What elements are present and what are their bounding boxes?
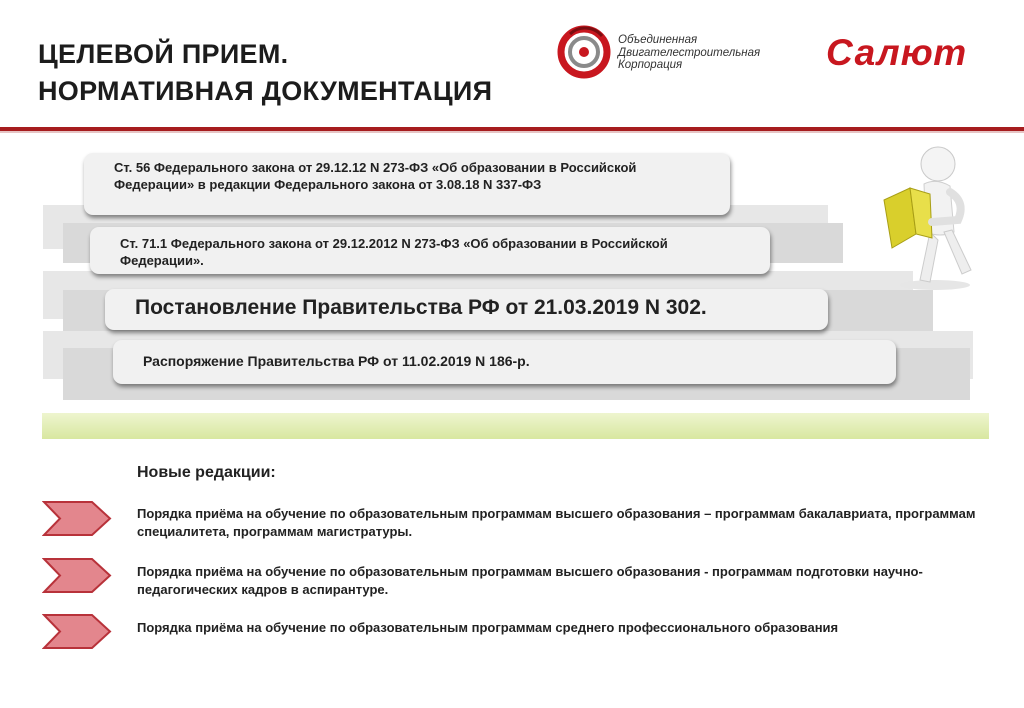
- chevron-arrow-icon: [42, 500, 112, 537]
- person-reading-book-icon: [880, 142, 980, 292]
- chevron-arrow-icon: [42, 613, 112, 650]
- document-card: [90, 227, 770, 274]
- new-editions-heading: Новые редакции:: [137, 464, 276, 481]
- separator-bar: [42, 413, 989, 439]
- title-line-2: НОРМАТИВНАЯ ДОКУМЕНТАЦИЯ: [38, 76, 493, 106]
- document-text: Ст. 71.1 Федерального закона от 29.12.2012 N 273-ФЗ «Об образовании в Российской Федерации».: [120, 236, 668, 268]
- corporation-name: [618, 34, 760, 72]
- title-line-1: ЦЕЛЕВОЙ ПРИЕМ.: [38, 39, 289, 69]
- document-card: [105, 289, 828, 330]
- document-text: Ст. 56 Федерального закона от 29.12.12 N 273-ФЗ «Об образовании в Российской Федерации» в редакции Федерального закона от 3.08.18 N 337-ФЗ: [114, 160, 637, 192]
- new-edition-item: Порядка приёма на обучение по образовательным программам высшего образования – программам бакалавриата, программам специалитета, программам магистратуры.: [137, 506, 976, 539]
- document-card: [84, 153, 730, 215]
- document-text: Распоряжение Правительства РФ от 11.02.2019 N 186-р.: [143, 353, 530, 369]
- company-logo: [556, 24, 1006, 90]
- header-divider-shadow: [0, 131, 1024, 133]
- chevron-arrow-icon: [42, 557, 112, 594]
- corporation-name-line-2: Двигателестроительная: [618, 46, 761, 59]
- new-edition-item: Порядка приёма на обучение по образовательным программам высшего образования - программам подготовки научно-педагогических кадров в аспирантуре.: [137, 564, 923, 597]
- document-card: [113, 340, 896, 384]
- corporation-ring-logo-icon: [556, 24, 612, 80]
- document-text: Постановление Правительства РФ от 21.03.2019 N 302.: [135, 296, 707, 319]
- page-title: [38, 36, 492, 110]
- brand-name: Салют: [826, 32, 968, 73]
- corporation-name-line-3: Корпорация: [618, 59, 683, 71]
- corporation-name-line-1: Объединенная: [618, 34, 698, 46]
- new-edition-item: Порядка приёма на обучение по образовательным программам среднего профессионального образования: [137, 620, 839, 635]
